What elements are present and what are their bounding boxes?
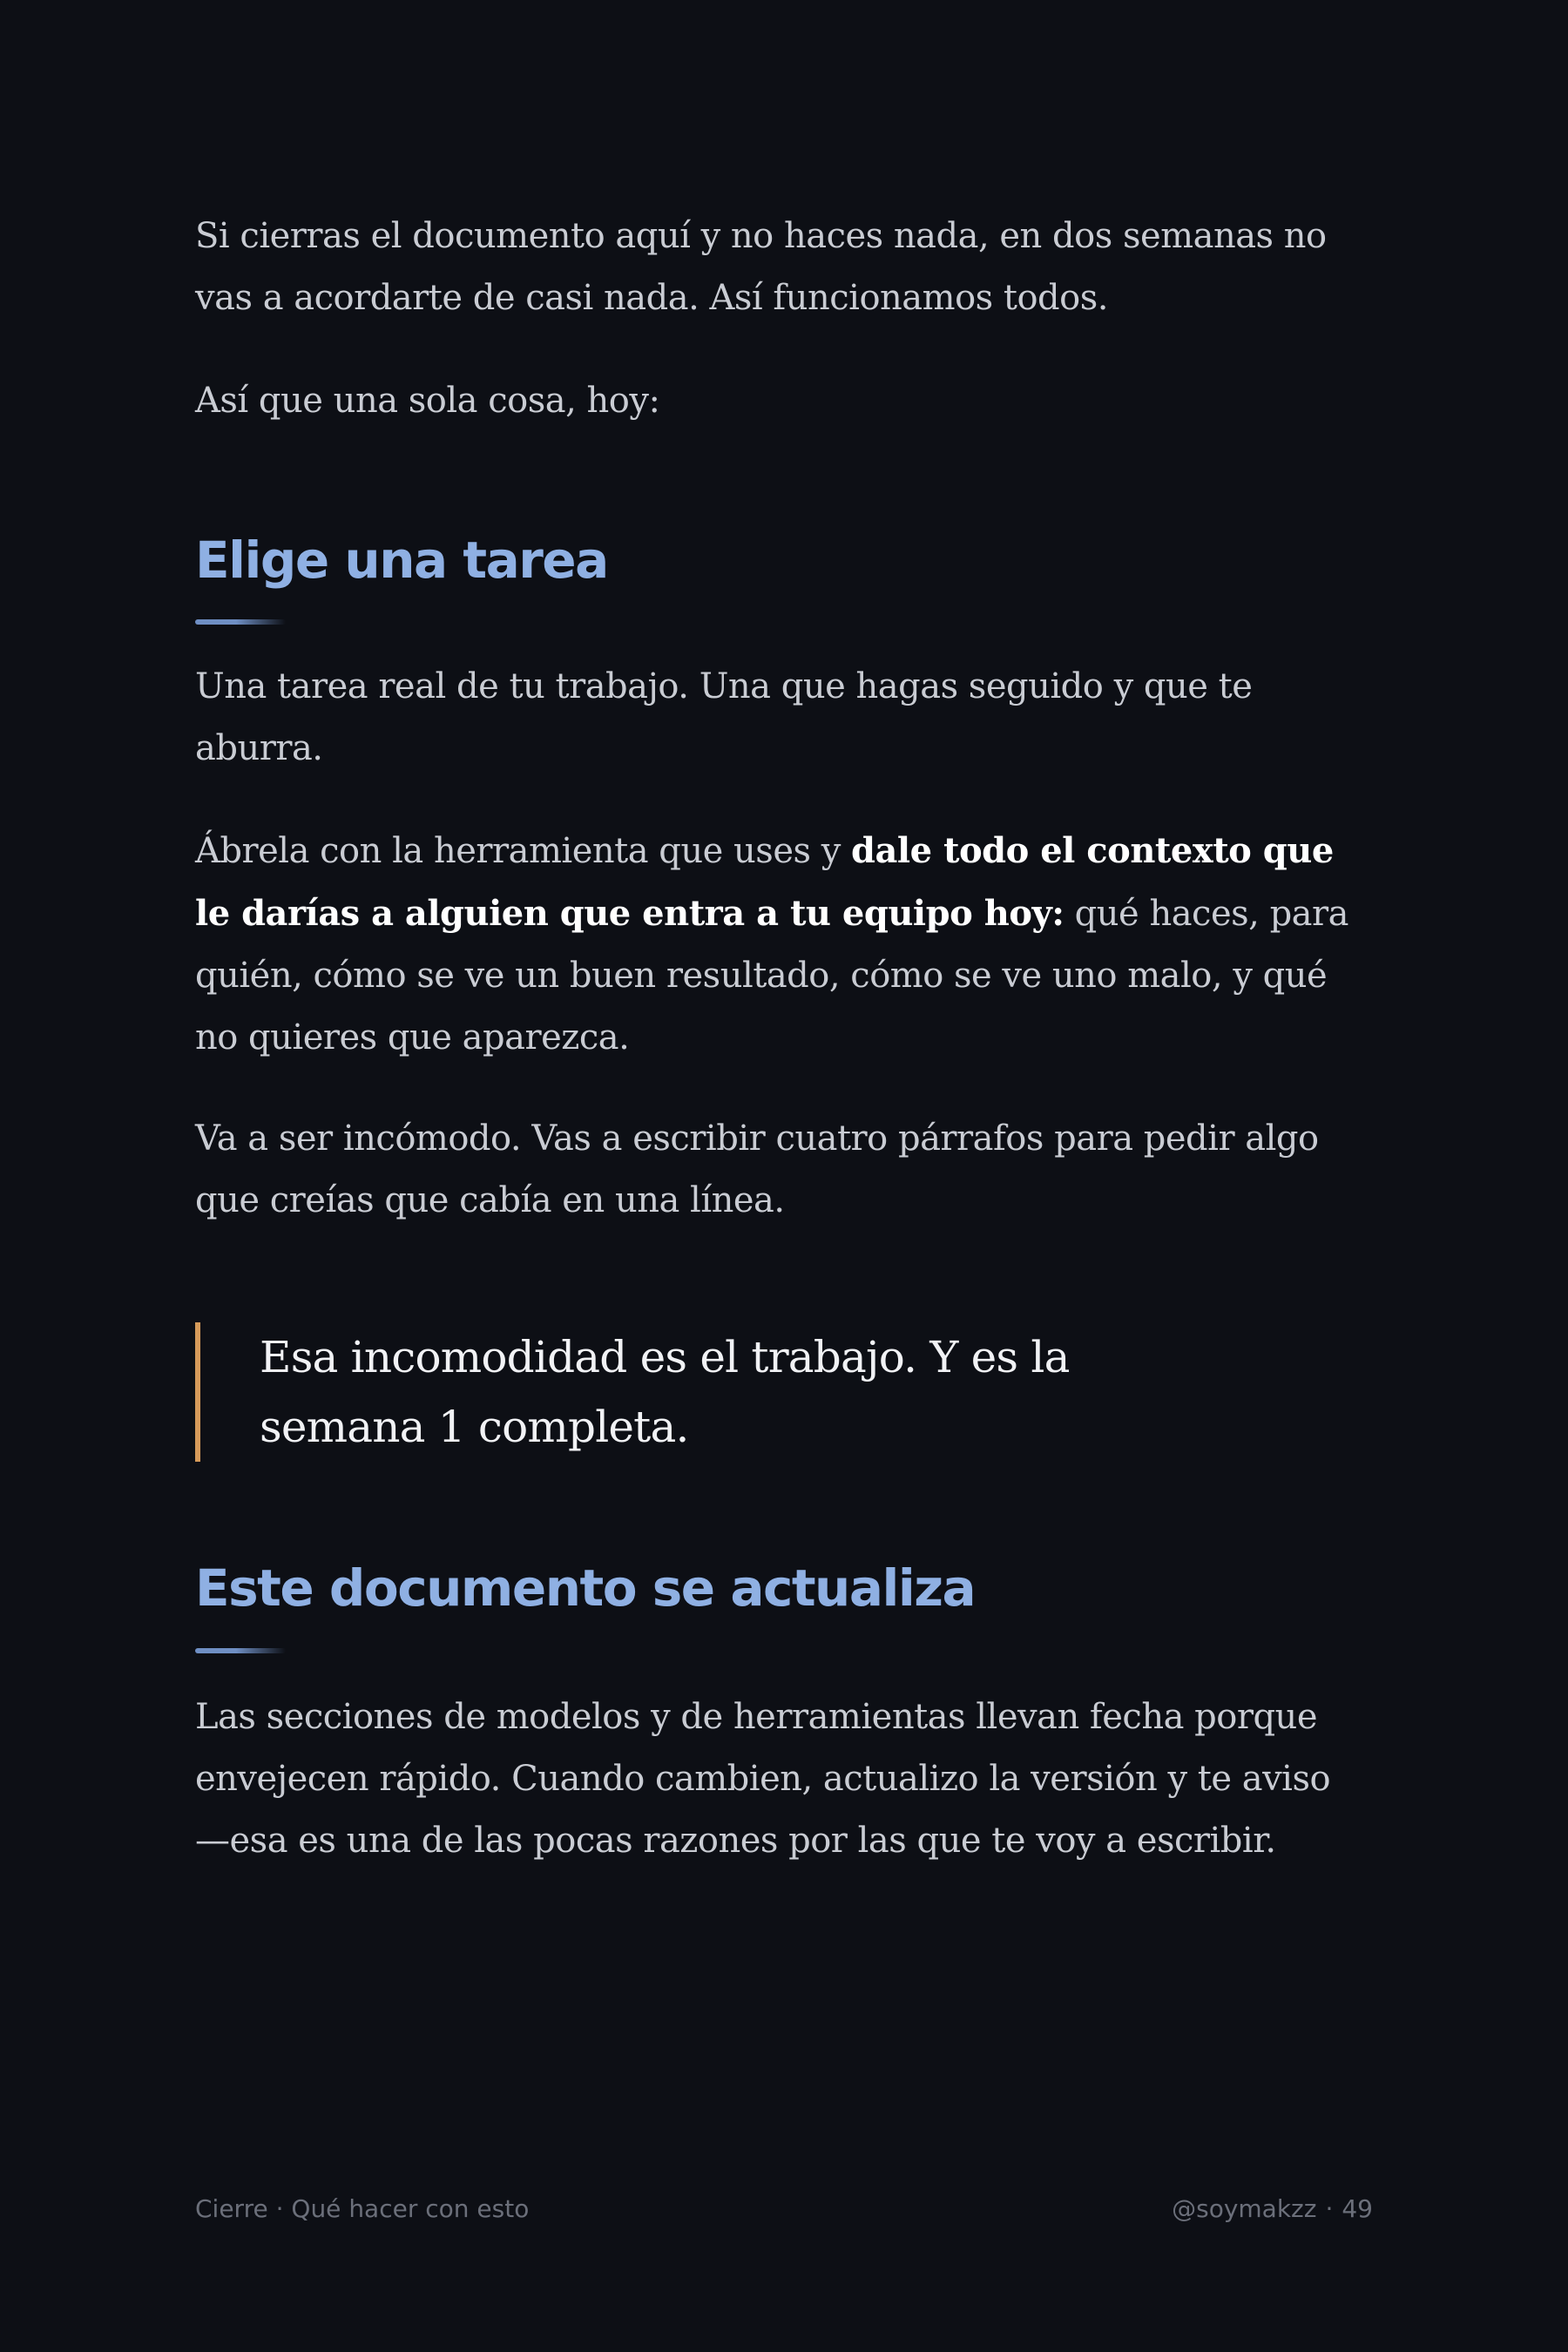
paragraph-text: Ábrela con la herramienta que uses y: [195, 831, 852, 871]
paragraph-text: qué haces, para quién, cómo se ve un buen resultado, cómo se ve uno malo, y qué no quieres que aparezca.: [195, 894, 1348, 1058]
page-number: 49: [1342, 2194, 1373, 2223]
lead-paragraph: Así que una sola cosa, hoy:: [195, 381, 660, 421]
section-heading-elige: Elige una tarea: [195, 531, 608, 590]
section1-paragraph-2: [195, 820, 1373, 1069]
quote-text: Esa incomodidad es el trabajo. Y es la semana 1 completa.: [260, 1332, 1070, 1452]
heading-underline: [195, 619, 286, 625]
section1-paragraph-3: Va a ser incómodo. Vas a escribir cuatro párrafos para pedir algo que creías que cabía en una línea.: [195, 1119, 1319, 1220]
section-heading-actualiza: Este documento se actualiza: [195, 1558, 976, 1618]
section2-paragraph-1: Las secciones de modelos y de herramientas llevan fecha porque envejecen rápido. Cuando cambien, actualizo la versión y te aviso —esa es una de las pocas razones por las que te voy a escribir.: [195, 1697, 1331, 1861]
blockquote: [195, 1322, 1333, 1462]
intro-paragraph: Si cierras el documento aquí y no haces nada, en dos semanas no vas a acordarte de casi nada. Así funcionamos todos.: [195, 216, 1327, 318]
heading-underline: [195, 1648, 286, 1653]
footer-separator: ·: [1325, 2194, 1334, 2223]
footer-meta: [1172, 2193, 1373, 2225]
footer-section-title: Cierre · Qué hacer con esto: [195, 2194, 530, 2223]
section1-paragraph-1: Una tarea real de tu trabajo. Una que hagas seguido y que te aburra.: [195, 666, 1253, 768]
author-handle: @soymakzz: [1172, 2194, 1317, 2223]
bold-emphasis: dale todo el contexto que le darías a alguien que entra a tu equipo hoy:: [195, 830, 1334, 934]
